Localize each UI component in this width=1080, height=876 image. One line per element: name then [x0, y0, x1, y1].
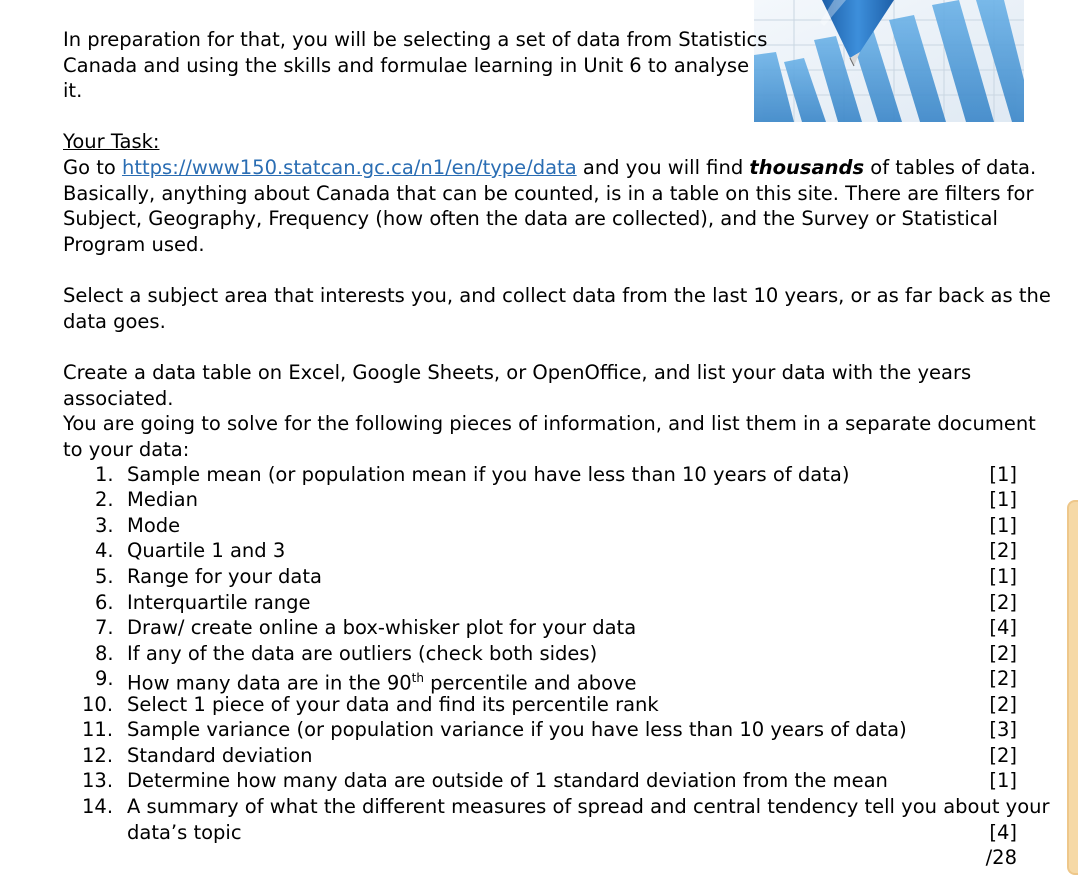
intro-line-2: Canada and using the skills and formulae learning in Unit 6 to analyse	[63, 53, 750, 77]
list-item-label: Select 1 piece of your data and find its percentile rank	[127, 693, 659, 716]
task-line-1	[63, 155, 1036, 181]
list-item-label: Range for your data	[127, 565, 322, 588]
create-line-2: associated.	[63, 386, 174, 410]
list-item-label-post: percentile and above	[423, 671, 637, 695]
marks-item-7: [4]	[989, 616, 1017, 639]
marks-item-6: [2]	[989, 591, 1017, 614]
marks-item-1: [1]	[989, 463, 1017, 486]
list-item-label-pre: How many data are in the 90	[127, 671, 412, 695]
list-item-number: 5.	[95, 565, 114, 588]
task-line-2: Basically, anything about Canada that can be counted, is in a table on this site. There are filters for	[63, 181, 1034, 205]
marks-item-13: [1]	[989, 769, 1017, 792]
list-item-number: 6.	[95, 591, 114, 614]
list-item-number: 14.	[82, 795, 114, 818]
total-marks: /28	[985, 846, 1017, 869]
list-item-label: Interquartile range	[127, 591, 311, 614]
scroll-handle[interactable]	[1067, 500, 1078, 875]
task-line-1-mid: and you will find	[576, 156, 750, 179]
solve-paragraph	[63, 411, 1036, 462]
statcan-data-link[interactable]: https://www150.statcan.gc.ca/n1/en/type/data	[122, 156, 577, 179]
list-item-number: 11.	[82, 718, 114, 741]
list-item-label: Sample mean (or population mean if you have less than 10 years of data)	[127, 463, 850, 486]
pen-bar-chart-photo	[754, 0, 1024, 122]
create-paragraph	[63, 360, 971, 411]
list-item-number: 10.	[82, 693, 114, 716]
task-line-1-pre: Go to	[63, 156, 123, 179]
bar-chart-pen-icon	[754, 0, 1024, 122]
superscript-th: th	[411, 671, 424, 685]
marks-item-8: [2]	[989, 642, 1017, 665]
select-paragraph	[63, 283, 1051, 334]
task-line-4: Program used.	[63, 232, 205, 256]
marks-item-10: [2]	[989, 693, 1017, 716]
task-line-1-post: of tables of data.	[864, 156, 1037, 179]
intro-line-1: In preparation for that, you will be selecting a set of data from Statistics	[63, 28, 768, 51]
list-item-label: Draw/ create online a box-whisker plot for your data	[127, 616, 637, 639]
intro-line-3: it.	[63, 79, 83, 102]
list-item-number: 12.	[82, 744, 114, 767]
marks-item-3: [1]	[989, 514, 1017, 537]
marks-item-12: [2]	[989, 744, 1017, 767]
list-item-14-continuation: data’s topic	[127, 821, 242, 844]
list-item-number: 1.	[95, 463, 114, 486]
list-item-number: 13.	[82, 769, 114, 792]
list-item-number: 4.	[95, 539, 114, 562]
marks-item-4: [2]	[989, 539, 1017, 562]
list-item-label: Median	[127, 488, 198, 511]
list-item-number: 9.	[95, 667, 114, 690]
intro-paragraph	[63, 27, 767, 104]
thousands-emphasis: thousands	[749, 156, 865, 179]
solve-line-1: You are going to solve for the following pieces of information, and list them in a separate document	[63, 412, 1036, 435]
marks-item-9: [2]	[989, 667, 1017, 690]
list-item-label: Mode	[127, 514, 181, 537]
list-item-label: A summary of what the different measures of spread and central tendency tell you about your	[127, 795, 1050, 818]
solve-line-2: to your data:	[63, 437, 190, 461]
list-item-number: 2.	[95, 488, 114, 511]
marks-item-14: [4]	[989, 821, 1017, 844]
task-line-3: Subject, Geography, Frequency (how often the data are collected), and the Survey or Statistical	[63, 207, 998, 230]
list-item-number: 3.	[95, 514, 114, 537]
select-line-1: Select a subject area that interests you, and collect data from the last 10 years, or as far back as the	[63, 284, 1051, 307]
list-item-label: Determine how many data are outside of 1 standard deviation from the mean	[127, 769, 888, 792]
create-line-1: Create a data table on Excel, Google Sheets, or OpenOffice, and list your data with the years	[63, 361, 972, 384]
marks-item-11: [3]	[989, 718, 1017, 741]
list-item-label: If any of the data are outliers (check both sides)	[127, 642, 598, 665]
cut-off-next-line	[63, 868, 423, 876]
list-item-label: Standard deviation	[127, 744, 313, 767]
list-item-label: Quartile 1 and 3	[127, 539, 286, 562]
marks-item-2: [1]	[989, 488, 1017, 511]
select-line-2: data goes.	[63, 309, 166, 333]
list-item-label: Sample variance (or population variance if you have less than 10 years of data)	[127, 718, 907, 741]
marks-item-5: [1]	[989, 565, 1017, 588]
task-paragraph	[63, 155, 1036, 257]
task-heading: Your Task:	[63, 130, 160, 153]
list-item-number: 8.	[95, 642, 114, 665]
list-item-number: 7.	[95, 616, 114, 639]
